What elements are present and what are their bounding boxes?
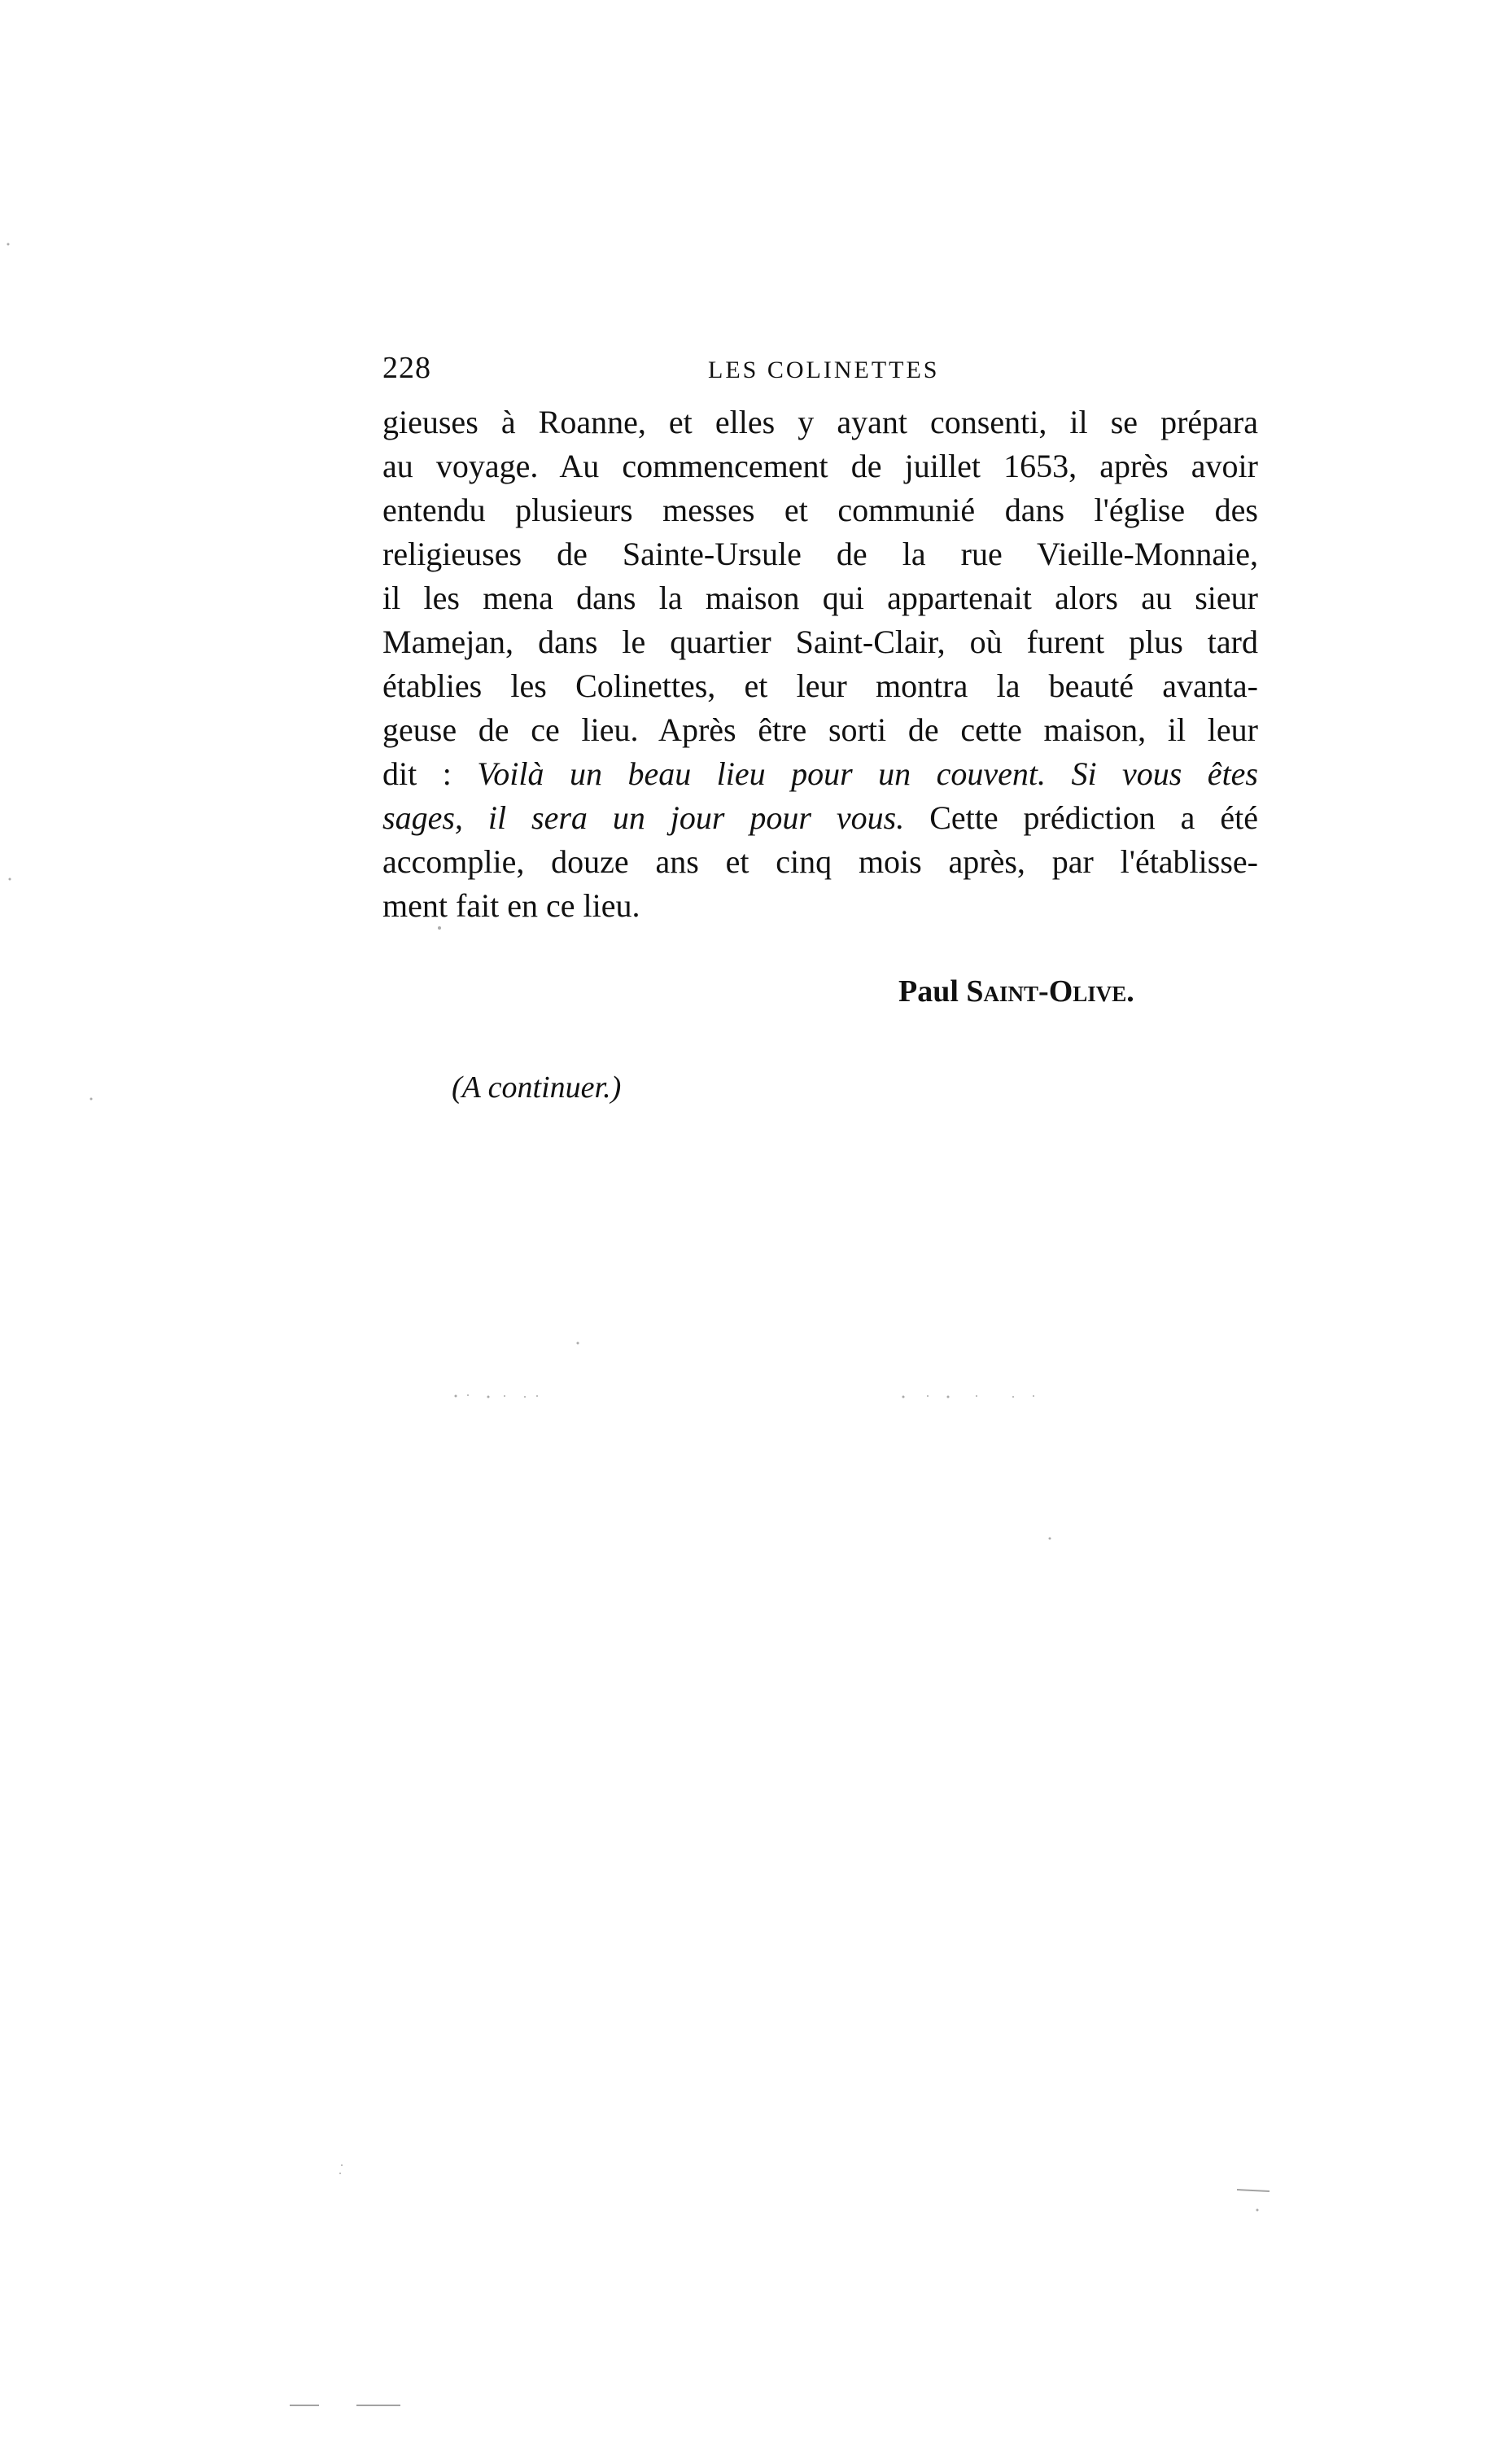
running-title: LES COLINETTES — [708, 357, 940, 383]
body-paragraph — [382, 400, 1258, 928]
text-line: religieuses de Sainte-Ursule de la rue Vieille-Monnaie, — [382, 536, 1258, 572]
quoted-speech: Voilà un beau lieu pour un couvent. Si vous êtes — [477, 755, 1258, 792]
quoted-speech: sages, il sera un jour pour vous. — [382, 799, 905, 836]
text-line: entendu plusieurs messes et communié dans l'église des — [382, 492, 1258, 528]
text-run: Cette prédiction a été — [904, 799, 1258, 836]
text-line: ment fait en ce lieu. — [382, 887, 640, 924]
text-line: gieuses à Roanne, et elles y ayant consenti, il se prépara — [382, 404, 1258, 440]
text-line: au voyage. Au commencement de juillet 1653, après avoir — [382, 448, 1258, 484]
page-number: 228 — [382, 351, 431, 385]
text-line: établies les Colinettes, et leur montra la beauté avanta- — [382, 667, 1258, 704]
text-line — [382, 796, 1258, 840]
text-line: accomplie, douze ans et cinq mois après, par l'établisse- — [382, 843, 1258, 880]
text-line: geuse de ce lieu. Après être sorti de cette maison, il leur — [382, 711, 1258, 748]
text-line: Mamejan, dans le quartier Saint-Clair, où furent plus tard — [382, 624, 1258, 660]
text-line: il les mena dans la maison qui appartenait alors au sieur — [382, 580, 1258, 616]
author-first-name: Paul — [898, 974, 967, 1009]
author-signature — [898, 974, 1134, 1009]
author-last-name: Saint-Olive. — [966, 974, 1134, 1009]
running-head — [382, 350, 1278, 391]
text-line — [382, 752, 1258, 796]
continuation-note: (A continuer.) — [452, 1070, 622, 1105]
text-run: dit : — [382, 755, 478, 792]
